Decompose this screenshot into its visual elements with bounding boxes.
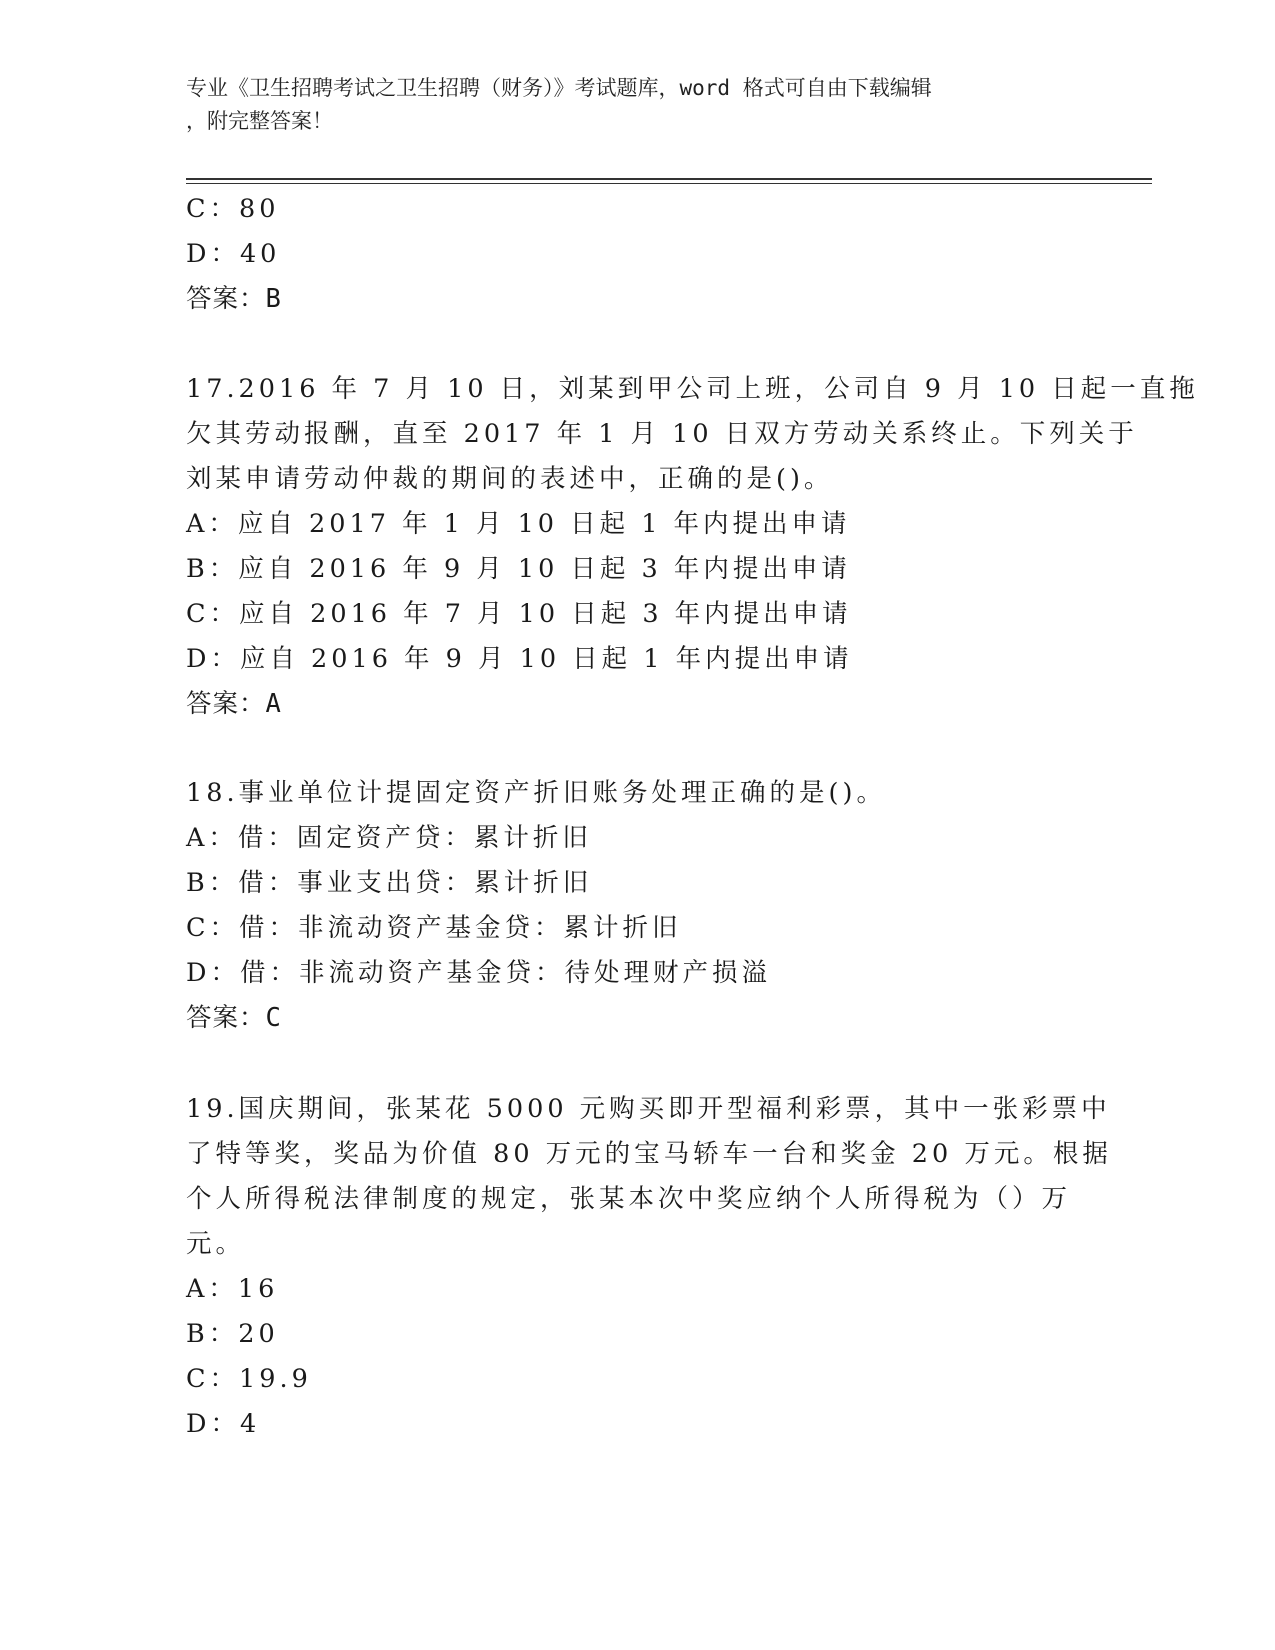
- header-rule-thin: [186, 183, 1152, 184]
- question-19-option-b: B：20: [186, 1319, 279, 1349]
- question-18-option-d: D：借：非流动资产基金贷：待处理财产损溢: [186, 958, 771, 988]
- document-header: [186, 72, 1066, 138]
- question-18-answer: 答案：C: [186, 1003, 282, 1033]
- question-17-option-c: C：应自 2016 年 7 月 10 日起 3 年内提出申请: [186, 599, 852, 629]
- question-19-line-2: 了特等奖，奖品为价值 80 万元的宝马轿车一台和奖金 20 万元。根据: [186, 1139, 1112, 1169]
- question-17-answer: 答案：A: [186, 689, 282, 719]
- question-17-option-d: D：应自 2016 年 9 月 10 日起 1 年内提出申请: [186, 644, 853, 674]
- question-18-line-1: 18.事业单位计提固定资产折旧账务处理正确的是()。: [186, 778, 886, 808]
- question-17-line-1: 17.2016 年 7 月 10 日，刘某到甲公司上班，公司自 9 月 10 日起一直拖: [186, 374, 1199, 404]
- header-line-1: 专业《卫生招聘考试之卫生招聘（财务）》考试题库，word 格式可自由下载编辑: [186, 76, 932, 100]
- question-19-option-a: A：16: [186, 1274, 279, 1304]
- question-17-option-a: A：应自 2017 年 1 月 10 日起 1 年内提出申请: [186, 509, 851, 539]
- question-18-option-a: A：借：固定资产贷：累计折旧: [186, 823, 592, 853]
- question-18-option-c: C：借：非流动资产基金贷：累计折旧: [186, 913, 682, 943]
- question-17-option-b: B：应自 2016 年 9 月 10 日起 3 年内提出申请: [186, 554, 851, 584]
- question-19-option-c: C：19.9: [186, 1364, 312, 1394]
- question-17-line-2: 欠其劳动报酬，直至 2017 年 1 月 10 日双方劳动关系终止。下列关于: [186, 419, 1138, 449]
- question-18-option-b: B：借：事业支出贷：累计折旧: [186, 868, 593, 898]
- question-19-option-d: D：4: [186, 1409, 261, 1439]
- question-19-line-1: 19.国庆期间，张某花 5000 元购买即开型福利彩票，其中一张彩票中: [186, 1094, 1111, 1124]
- header-rule-thick: [186, 178, 1152, 180]
- question-19-line-4: 元。: [186, 1229, 246, 1259]
- question-19-line-3: 个人所得税法律制度的规定，张某本次中奖应纳个人所得税为（）万: [186, 1184, 1072, 1214]
- question-17-line-3: 刘某申请劳动仲裁的期间的表述中，正确的是()。: [186, 464, 834, 494]
- option-c: C：80: [186, 194, 280, 224]
- option-d: D：40: [186, 239, 281, 269]
- header-line-2: ，附完整答案！: [186, 109, 333, 133]
- answer: 答案：B: [186, 284, 282, 314]
